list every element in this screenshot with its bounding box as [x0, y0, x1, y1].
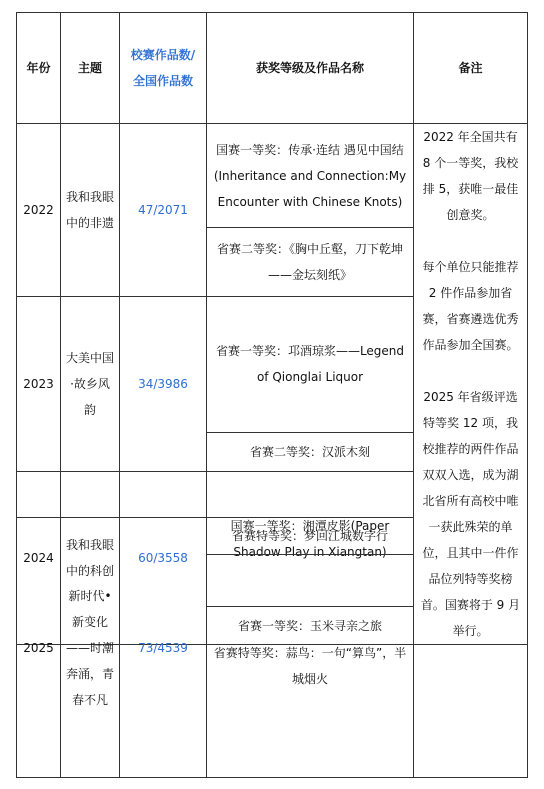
year-header: 年份 [17, 13, 61, 124]
year-cell: 2024 [17, 471, 61, 645]
theme-cell: 我和我眼中的科创 [61, 471, 120, 645]
ratio-cell: 60/3558 [120, 471, 207, 645]
theme-header: 主题 [61, 13, 120, 124]
notes-header: 备注 [414, 13, 528, 124]
notes-continuation [414, 518, 528, 778]
ratio-header [120, 13, 207, 124]
table-row [17, 518, 528, 555]
award-cell: 省赛一等奖：邛酒琼浆——Legend of Qionglai Liquor [207, 297, 414, 433]
year-cell: 2025 [17, 518, 61, 778]
ratio-cell: 73/4539 [120, 518, 207, 778]
award-cell: 国赛一等奖：湘潭皮影(Paper Shadow Play in Xiangtan) [207, 471, 414, 607]
theme-cell: 新时代•新变化——时潮奔涌，青春不凡 [61, 518, 120, 778]
award-cell: 国赛一等奖：传承·连结 遇见中国结 (Inheritance and Connection:My Encounter with Chinese Knots) [207, 124, 414, 228]
ratio-header-line1: 校赛作品数/ [130, 48, 196, 62]
theme-cell: 我和我眼中的非遗 [61, 124, 120, 297]
awards-table-2025 [16, 517, 528, 778]
ratio-header-line2: 全国作品数 [132, 74, 193, 88]
award-cell: 省赛二等奖：汉派木刻 [207, 432, 414, 471]
header-row [17, 13, 528, 124]
award-cell: 省赛二等奖：《胸中丘壑，刀下乾坤——金坛刻纸》 [207, 228, 414, 297]
ratio-cell: 47/2071 [120, 124, 207, 297]
note-2022: 2022 年全国共有 8 个一等奖，我校排 5，获唯一最佳创意奖。 [422, 130, 519, 222]
ratio-cell: 34/3986 [120, 297, 207, 472]
award-cell: 省赛一等奖：玉米寻亲之旅 [207, 607, 414, 645]
note-2025: 2025 年省级评选特等奖 12 项，我校推荐的两件作品双双入选，成为湖北省所有高校中唯一获此殊荣的单位，且其中一件作品位列特等奖榜首。国赛将于 9 月举行。 [420, 390, 521, 638]
year-cell: 2023 [17, 297, 61, 472]
year-cell: 2022 [17, 124, 61, 297]
award-header: 获奖等级及作品名称 [207, 13, 414, 124]
award-cell: 省赛特等奖：梦回江城数字行 [207, 518, 414, 555]
note-recommend: 每个单位只能推荐 2 件作品参加省赛，省赛遴选优秀作品参加全国赛。 [422, 260, 519, 352]
award-cell: 省赛特等奖：蒜鸟：一句“算鸟”，半城烟火 [207, 555, 414, 778]
table-row [17, 124, 528, 228]
theme-cell: 大美中国·故乡风韵 [61, 297, 120, 472]
